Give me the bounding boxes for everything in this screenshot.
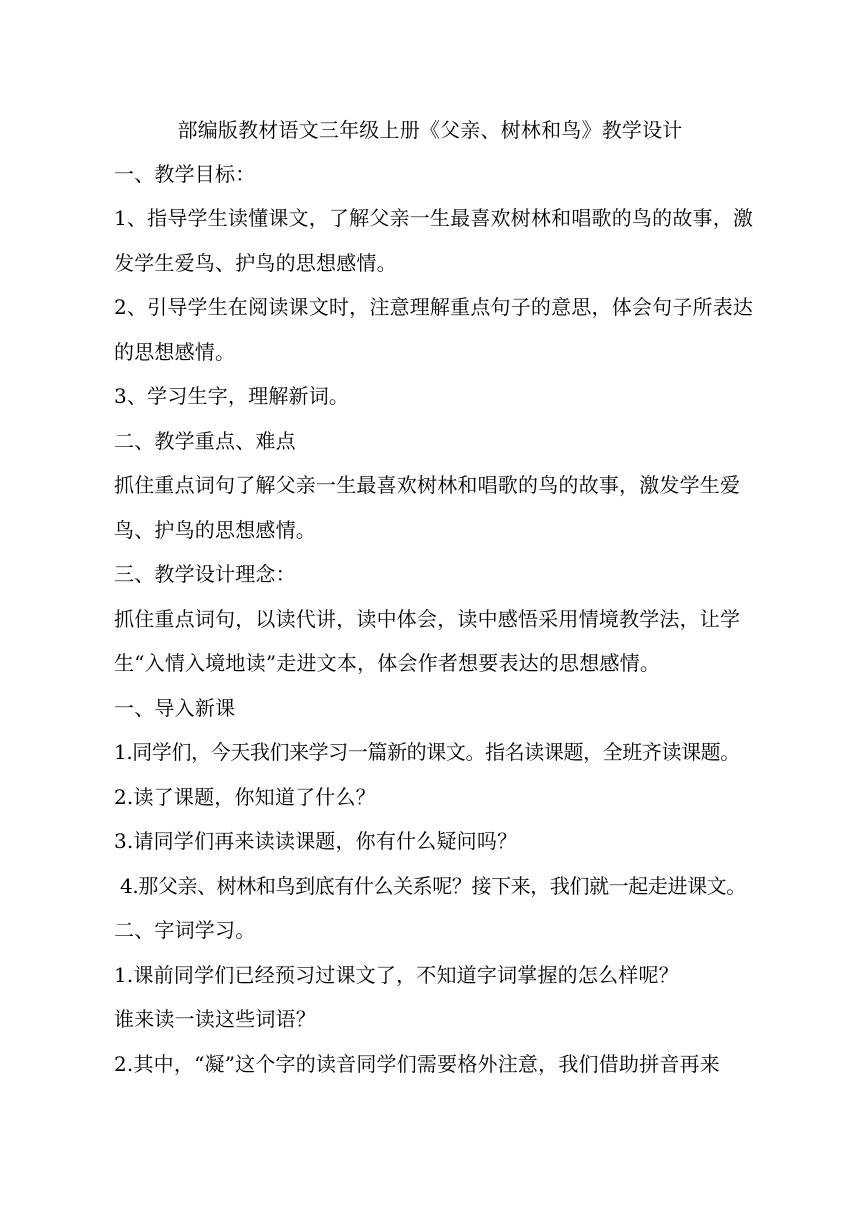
section-heading-design-concept: 三、教学设计理念： bbox=[114, 562, 296, 586]
paragraph-line: 生“入情入境地读”走进文本，体会作者想要表达的思想感情。 bbox=[114, 651, 661, 675]
paragraph-line: 抓住重点词句，以读代讲，读中体会，读中感悟采用情境教学法，让学 bbox=[114, 607, 741, 631]
paragraph-line: 谁来读一读这些词语？ bbox=[114, 1007, 316, 1031]
paragraph-line: 2.其中，“凝”这个字的读音同学们需要格外注意，我们借助拼音再来 bbox=[114, 1052, 720, 1076]
section-heading-introduction: 一、导入新课 bbox=[114, 696, 236, 720]
paragraph-line: 3.请同学们再来读读课题，你有什么疑问吗？ bbox=[114, 829, 518, 853]
paragraph-line: 4.那父亲、树林和鸟到底有什么关系呢？接下来，我们就一起走进课文。 bbox=[120, 874, 746, 898]
paragraph-line: 2、引导学生在阅读课文时，注意理解重点句子的意思，体会句子所表达 bbox=[114, 295, 754, 319]
paragraph-line: 1、指导学生读懂课文，了解父亲一生最喜欢树林和唱歌的鸟的故事，激 bbox=[114, 206, 754, 230]
section-heading-vocabulary: 二、字词学习。 bbox=[114, 918, 256, 942]
section-heading-teaching-goals: 一、教学目标： bbox=[114, 162, 256, 186]
paragraph-line: 抓住重点词句了解父亲一生最喜欢树林和唱歌的鸟的故事，激发学生爱 bbox=[114, 473, 741, 497]
paragraph-line: 的思想感情。 bbox=[114, 340, 236, 364]
paragraph-line: 发学生爱鸟、护鸟的思想感情。 bbox=[114, 251, 397, 275]
document-title: 部编版教材语文三年级上册《父亲、树林和鸟》教学设计 bbox=[177, 118, 683, 142]
section-heading-key-points: 二、教学重点、难点 bbox=[114, 429, 296, 453]
paragraph-line: 2.读了课题，你知道了什么？ bbox=[114, 785, 376, 809]
paragraph-line: 1.课前同学们已经预习过课文了，不知道字词掌握的怎么样呢？ bbox=[114, 963, 679, 987]
paragraph-line: 3、学习生字，理解新词。 bbox=[114, 384, 350, 408]
paragraph-line: 1.同学们，今天我们来学习一篇新的课文。指名读课题，全班齐读课题。 bbox=[114, 740, 740, 764]
paragraph-line: 鸟、护鸟的思想感情。 bbox=[114, 518, 316, 542]
